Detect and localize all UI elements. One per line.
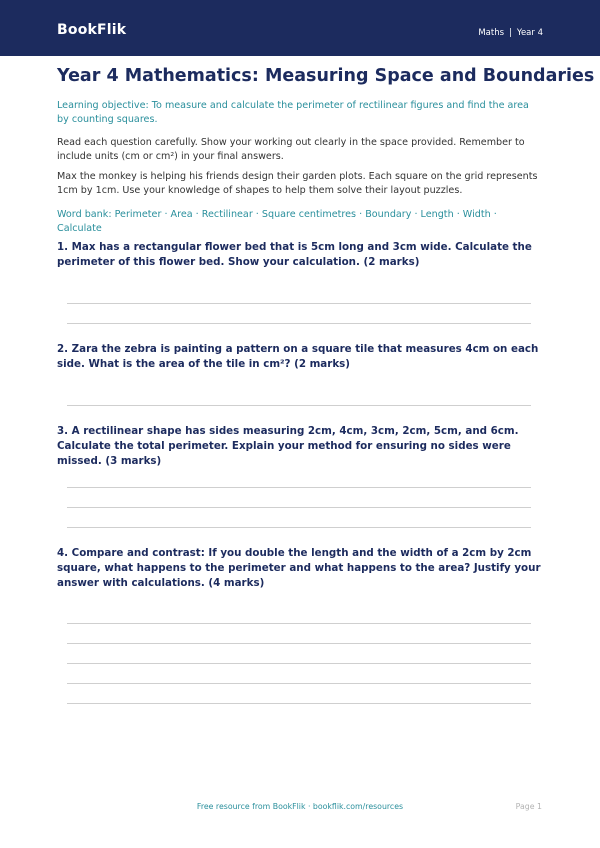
answer-line[interactable]	[67, 303, 531, 304]
answer-line[interactable]	[67, 643, 531, 644]
answer-line[interactable]	[67, 683, 531, 684]
question-1: 1. Max has a rectangular flower bed that is 5cm long and 3cm wide. Calculate the perimeter of this flower bed. Show your calculation. (2 marks)	[57, 241, 532, 268]
question-2: 2. Zara the zebra is painting a pattern on a square tile that measures 4cm on each side. What is the area of the tile in cm²? (2 marks)	[57, 343, 539, 370]
answer-line[interactable]	[67, 507, 531, 508]
word-bank: Word bank: Perimeter · Area · Rectilinear · Square centimetres · Boundary · Length · Width · Calculate	[57, 209, 497, 234]
question-3: 3. A rectilinear shape has sides measuring 2cm, 4cm, 3cm, 2cm, 5cm, and 6cm. Calculate the total perimeter. Explain your method for ensuring no sides were missed. (3 marks)	[57, 425, 519, 467]
footer-credit[interactable]: Free resource from BookFlik · bookflik.com/resources	[196, 802, 404, 811]
answer-line[interactable]	[67, 663, 531, 664]
answer-line[interactable]	[67, 323, 531, 324]
answer-line[interactable]	[67, 623, 531, 624]
page-title: Year 4 Mathematics: Measuring Space and Boundaries	[57, 66, 595, 86]
answer-line[interactable]	[67, 487, 531, 488]
answer-line[interactable]	[67, 527, 531, 528]
header-separator: |	[509, 28, 512, 38]
brand-logo: BookFlik	[57, 22, 127, 38]
question-4: 4. Compare and contrast: If you double the length and the width of a 2cm by 2cm square, what happens to the perimeter and what happens to the area? Justify your answer with calculations. (4 marks)	[57, 547, 541, 589]
page-header	[0, 0, 600, 56]
page-number: Page 1	[515, 802, 542, 811]
year-label: Year 4	[516, 28, 543, 38]
learning-objective: Learning objective: To measure and calculate the perimeter of rectilinear figures and find the area by counting squares.	[57, 100, 529, 125]
story-text: Max the monkey is helping his friends design their garden plots. Each square on the grid represents 1cm by 1cm. Use your knowledge of shapes to help them solve their layout puzzles.	[57, 171, 538, 196]
instructions-text: Read each question carefully. Show your working out clearly in the space provided. Remember to include units (cm or cm²) in your final answers.	[57, 137, 525, 162]
header-meta	[478, 28, 543, 38]
answer-line[interactable]	[67, 703, 531, 704]
subject-label: Maths	[478, 28, 505, 38]
answer-line[interactable]	[67, 405, 531, 406]
